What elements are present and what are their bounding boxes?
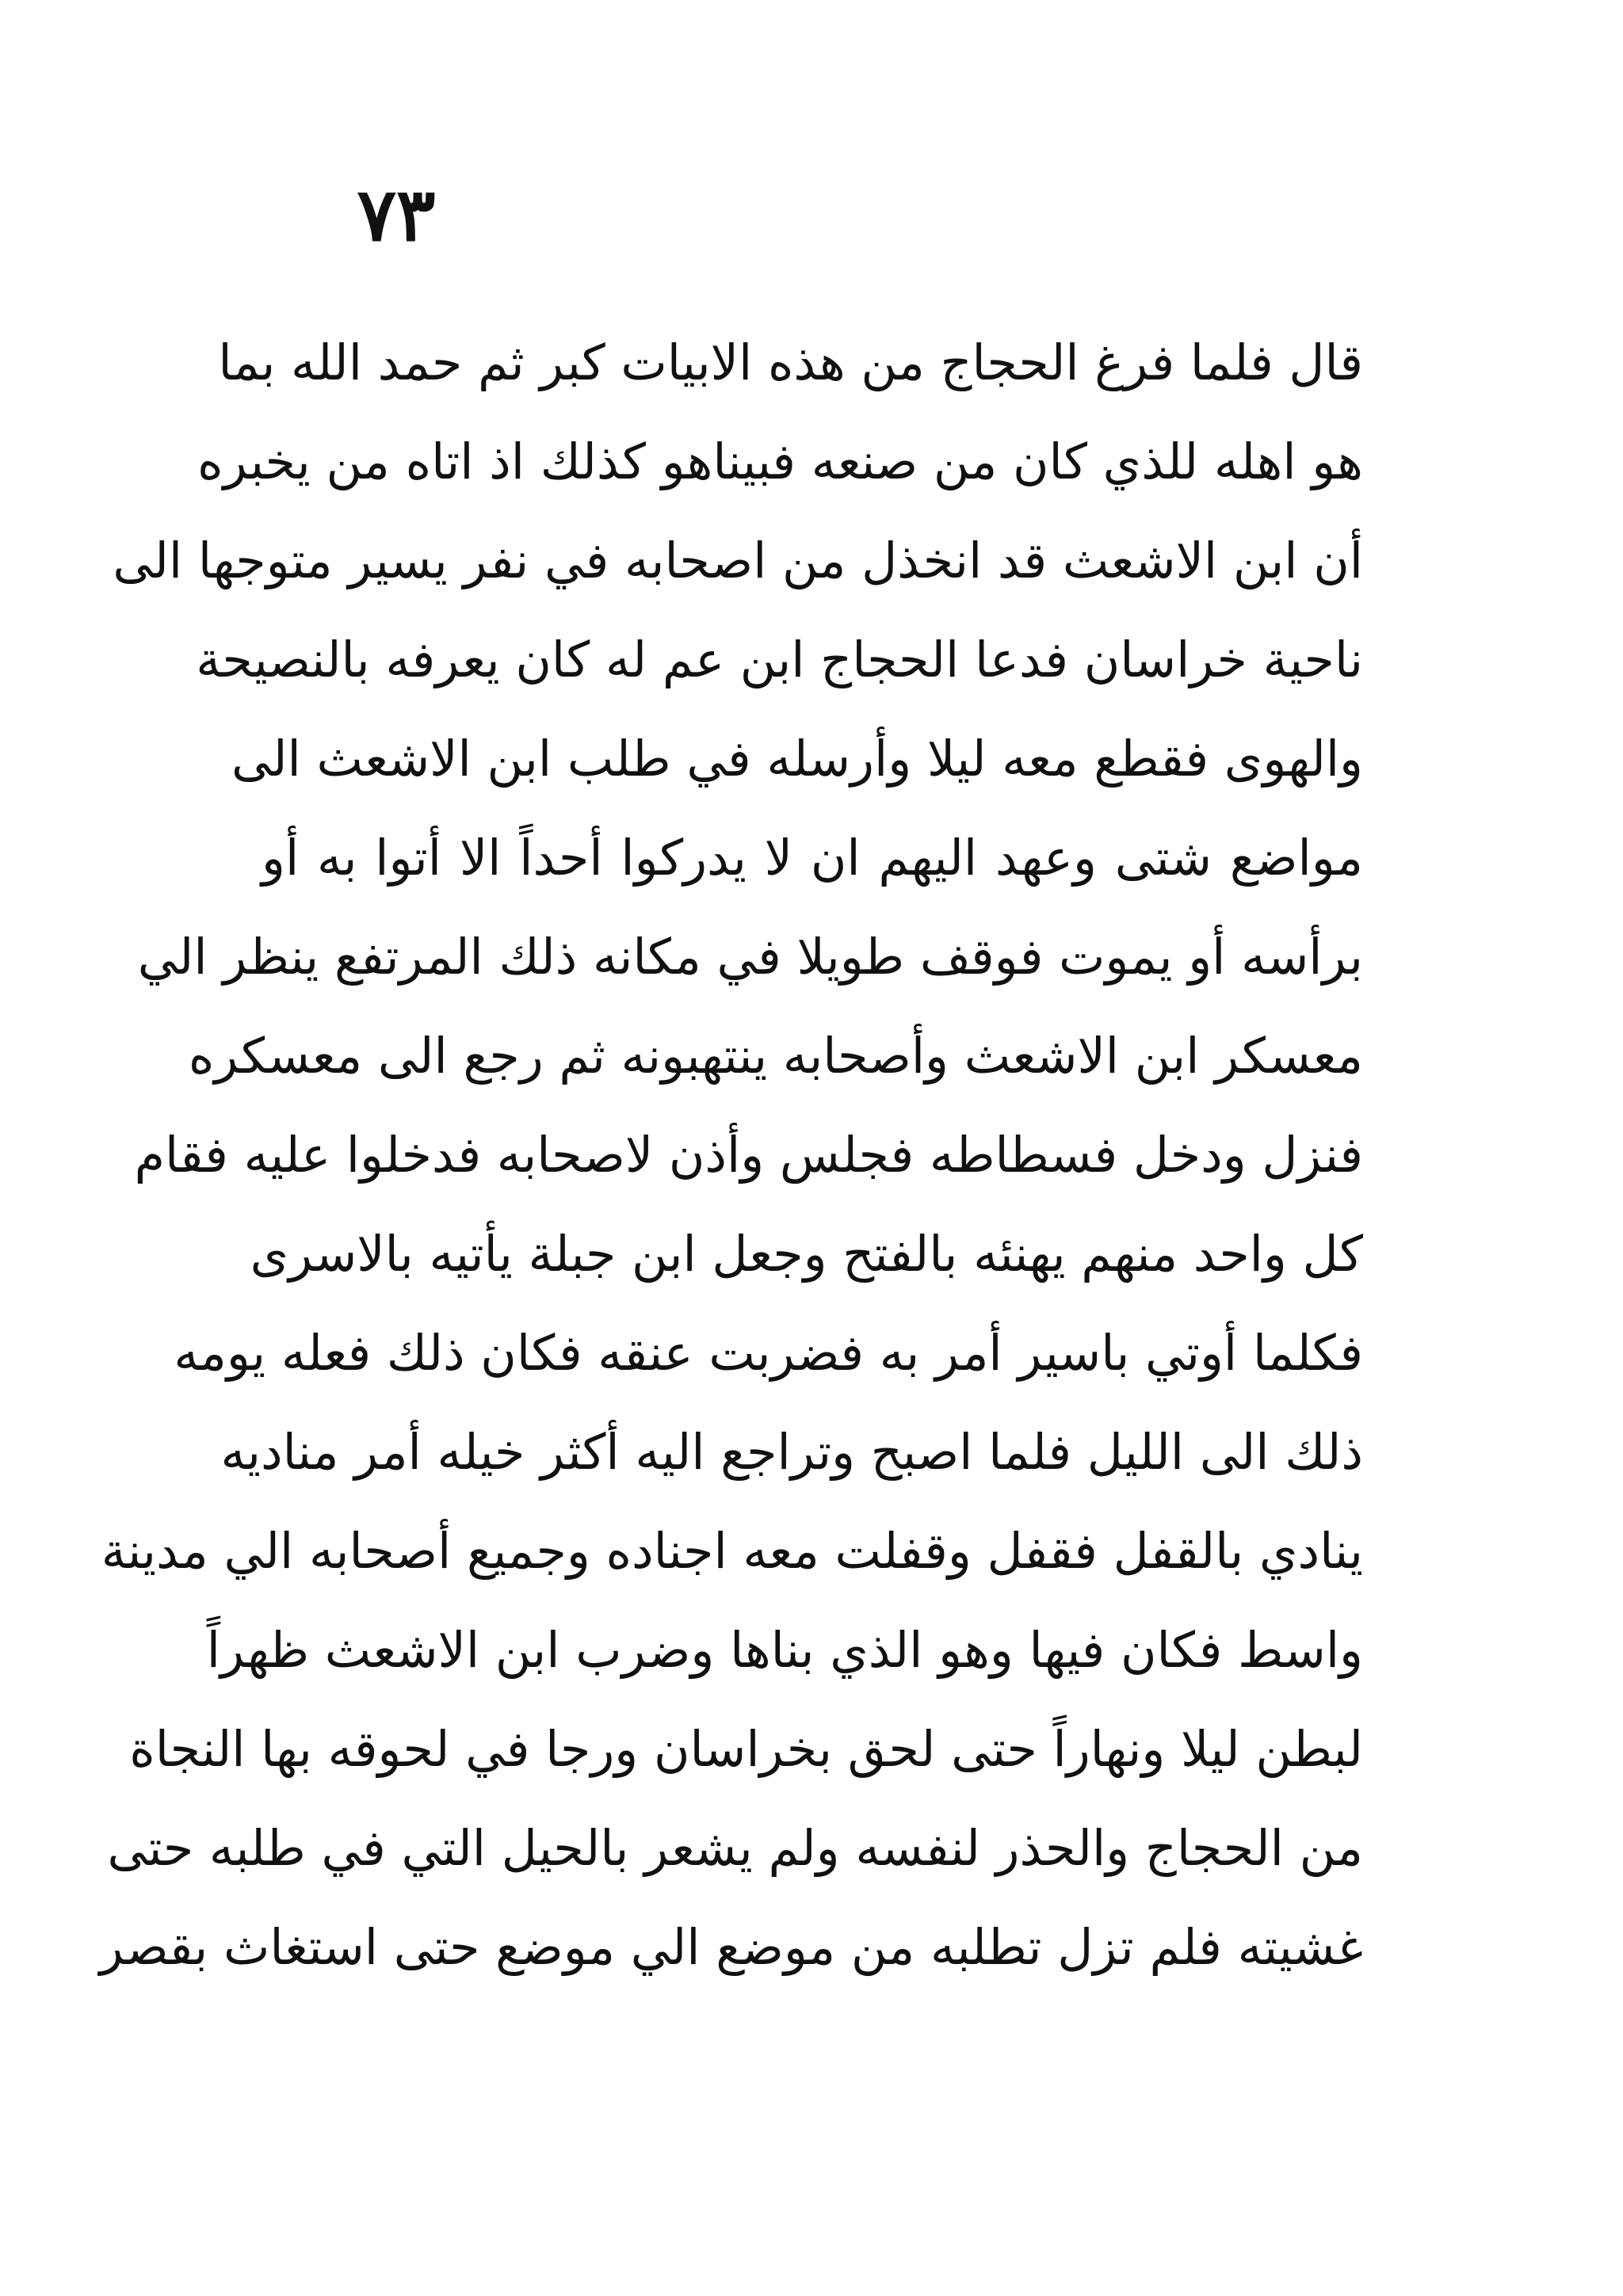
text-line: ينادي بالقفل فقفل وقفلت معه اجناده وجميع أصحابه الي مدينة — [101, 1522, 1363, 1580]
text-line: لبطن ليلا ونهاراً حتى لحق بخراسان ورجا في لحوقه بها النجاة — [129, 1720, 1363, 1778]
text-line: أن ابن الاشعث قد انخذل من اصحابه في نفر يسير متوجها الى — [113, 532, 1363, 589]
text-line: واسط فكان فيها وهو الذي بناها وضرب ابن الاشعث ظهراً — [206, 1621, 1363, 1679]
body-text — [99, 313, 1363, 1997]
text-line: قال فلما فرغ الحجاج من هذه الابيات كبر ثم حمد الله بما — [218, 334, 1363, 391]
text-line: فكلما أوتي باسير أمر به فضربت عنقه فكان ذلك فعله يومه — [174, 1324, 1363, 1382]
text-line: غشيته فلم تزل تطلبه من موضع الي موضع حتى استغاث بقصر — [99, 1918, 1363, 1976]
text-line: معسكر ابن الاشعث وأصحابه ينتهبونه ثم رجع الى معسكره — [188, 1027, 1363, 1085]
text-line: من الحجاج والحذر لنفسه ولم يشعر بالحيل التي في طلبه حتى — [107, 1819, 1363, 1877]
page-number: ٧٣ — [357, 172, 436, 257]
text-line: والهوى فقطع معه ليلا وأرسله في طلب ابن الاشعث الى — [231, 730, 1363, 788]
text-line: هو اهله للذي كان من صنعه فبيناهو كذلك اذ اتاه من يخبره — [197, 433, 1363, 490]
text-line: فنزل ودخل فسطاطه فجلس وأذن لاصحابه فدخلوا عليه فقام — [134, 1126, 1363, 1184]
text-line: ذلك الى الليل فلما اصبح وتراجع اليه أكثر خيله أمر مناديه — [220, 1423, 1363, 1481]
text-line: كل واحد منهم يهنئه بالفتح وجعل ابن جبلة يأتيه بالاسرى — [250, 1225, 1363, 1283]
text-line: مواضع شتى وعهد اليهم ان لا يدركوا أحداً الا أتوا به أو — [262, 829, 1363, 887]
text-line: ناحية خراسان فدعا الحجاج ابن عم له كان يعرفه بالنصيحة — [196, 631, 1363, 688]
text-line: برأسه أو يموت فوقف طويلا في مكانه ذلك المرتفع ينظر الي — [137, 928, 1363, 986]
